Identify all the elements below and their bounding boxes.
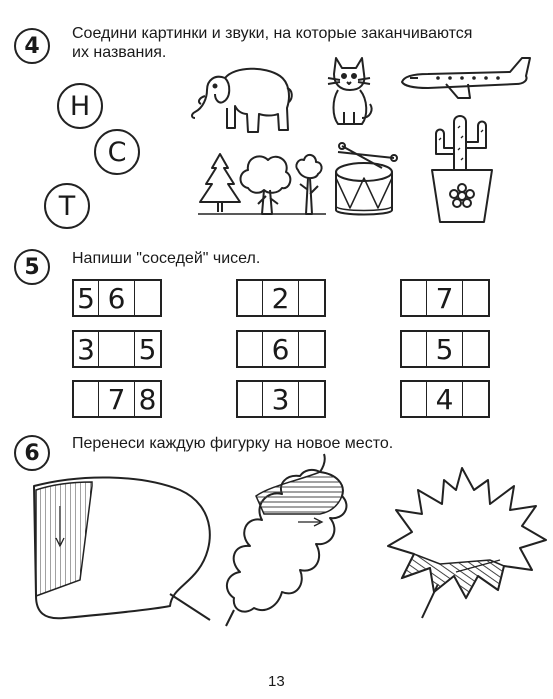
- maple-leaf-icon[interactable]: [380, 460, 550, 630]
- number-cell: 5: [138, 332, 157, 366]
- number-cell[interactable]: [402, 382, 427, 416]
- number-cell: 6: [263, 332, 299, 366]
- number-cell[interactable]: [299, 382, 324, 416]
- number-cell[interactable]: [238, 332, 263, 366]
- number-cell[interactable]: [74, 382, 99, 416]
- task5-instruction: Напиши "соседей" чисел.: [72, 250, 261, 267]
- number-cell[interactable]: [299, 281, 324, 315]
- number-cell: 6: [99, 281, 135, 315]
- page-number: 13: [268, 673, 285, 690]
- number-neighbors-row: [72, 330, 162, 368]
- number-neighbors-row: [236, 330, 326, 368]
- number-neighbors-row: [400, 380, 490, 418]
- number-cell: 8: [138, 382, 157, 416]
- number-cell: 3: [263, 382, 299, 416]
- linden-leaf-icon[interactable]: [20, 470, 220, 630]
- number-cell[interactable]: [402, 332, 427, 366]
- number-cell[interactable]: [402, 281, 427, 315]
- oak-leaf-icon[interactable]: [220, 450, 360, 630]
- number-cell: 3: [74, 332, 99, 366]
- number-neighbors-row: [72, 279, 162, 317]
- number-cell: 7: [99, 382, 135, 416]
- task4-instruction-line2: их названия.: [72, 44, 167, 61]
- letter-circle-s[interactable]: С: [94, 129, 140, 175]
- number-cell: 2: [263, 281, 299, 315]
- number-cell: 5: [427, 332, 463, 366]
- number-cell[interactable]: [238, 281, 263, 315]
- task-number-5: 5: [14, 249, 50, 285]
- letter-circle-t[interactable]: Т: [44, 183, 90, 229]
- cat-icon[interactable]: [326, 52, 378, 128]
- number-cell: 7: [427, 281, 463, 315]
- task4-instruction-line1: Соедини картинки и звуки, на которые заканчиваются: [72, 25, 473, 42]
- number-cell[interactable]: [463, 382, 488, 416]
- trees-icon[interactable]: [198, 148, 328, 226]
- number-cell[interactable]: [463, 281, 488, 315]
- number-neighbors-row: [236, 380, 326, 418]
- airplane-icon[interactable]: [398, 52, 538, 102]
- cactus-icon[interactable]: [430, 108, 494, 228]
- number-cell: 4: [427, 382, 463, 416]
- number-cell[interactable]: [99, 332, 135, 366]
- elephant-icon[interactable]: [185, 58, 295, 138]
- number-cell[interactable]: [238, 382, 263, 416]
- number-cell[interactable]: [463, 332, 488, 366]
- task-number-6: 6: [14, 435, 50, 471]
- task-number-4: 4: [14, 28, 50, 64]
- number-neighbors-row: [400, 330, 490, 368]
- number-cell[interactable]: 5: [74, 281, 99, 315]
- drum-icon[interactable]: [332, 142, 402, 224]
- letter-circle-n[interactable]: Н: [57, 83, 103, 129]
- number-neighbors-row: [400, 279, 490, 317]
- number-cell[interactable]: [299, 332, 324, 366]
- number-neighbors-row: [236, 279, 326, 317]
- number-neighbors-row: [72, 380, 162, 418]
- number-cell[interactable]: [135, 281, 160, 315]
- task6-instruction: Перенеси каждую фигурку на новое место.: [72, 435, 394, 452]
